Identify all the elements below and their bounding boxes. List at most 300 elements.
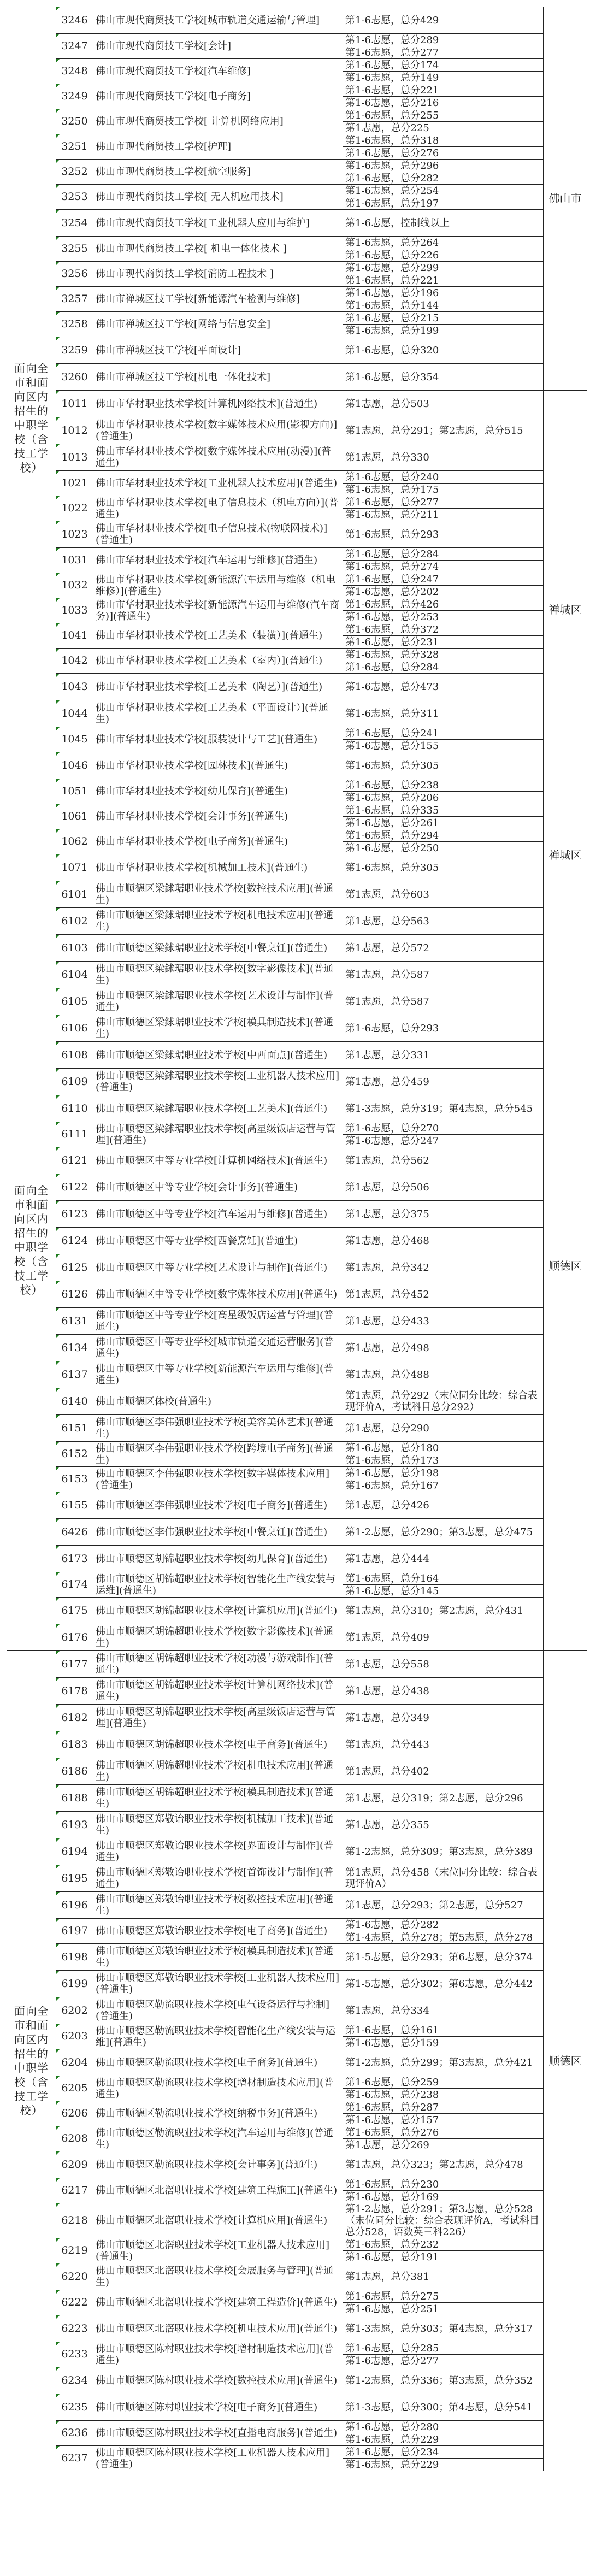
- cutoff-score-cell: 第1-6志愿，总分175: [343, 484, 544, 496]
- school-major-cell: 佛山市华材职业技术学校[工业机器人技术应用](普通生): [93, 471, 343, 496]
- school-major-cell: 佛山市华材职业技术学校[工艺美术（室内）](普通生): [93, 649, 343, 674]
- school-code-cell: 1042: [56, 649, 93, 674]
- school-major-cell: 佛山市顺德区北滘职业技术学校[建筑工程施工](普通生): [93, 2178, 343, 2203]
- table-row: [7, 444, 587, 471]
- cutoff-score-cell: 第1-6志愿，总分211: [343, 509, 544, 521]
- school-code-cell: 3249: [56, 84, 93, 109]
- school-major-cell: 佛山市顺德区中等专业学校[汽车运用与维修](普通生): [93, 1201, 343, 1228]
- cutoff-score-cell: 第1-6志愿，总分202: [343, 586, 544, 598]
- school-code-cell: 6220: [56, 2263, 93, 2290]
- table-row: [7, 1758, 587, 1785]
- school-major-cell: 佛山市顺德区勒流职业技术学校[增材制造技术应用](普通生): [93, 2076, 343, 2101]
- table-row: [7, 908, 587, 935]
- school-code-cell: 6140: [56, 1388, 93, 1415]
- school-major-cell: 佛山市顺德区李伟强职业技术学校[美容美体艺术](普通生): [93, 1415, 343, 1442]
- table-row: [7, 1069, 587, 1095]
- school-major-cell: 佛山市顺德区北滘职业技术学校[建筑工程造价](普通生): [93, 2290, 343, 2315]
- cutoff-score-cell: 第1志愿，总分488: [343, 1361, 544, 1388]
- school-code-cell: 6134: [56, 1335, 93, 1361]
- table-row: [7, 2446, 587, 2459]
- school-major-cell: 佛山市顺德区北滘职业技术学校[计算机应用](普通生): [93, 2203, 343, 2238]
- category-cell: 面向全市和面向区内招生的中职学校（含技工学校）: [7, 7, 56, 829]
- school-code-cell: 3257: [56, 287, 93, 312]
- school-code-cell: 6219: [56, 2238, 93, 2263]
- cutoff-score-cell: 第1志愿，总分603: [343, 881, 544, 908]
- table-row: [7, 2421, 587, 2433]
- cutoff-score-cell: 第1-6志愿，总分230: [343, 2178, 544, 2191]
- table-row: [7, 1492, 587, 1519]
- table-row: [7, 1838, 587, 1865]
- category-cell: 面向全市和面向区内招生的中职学校（含技工学校）: [7, 1651, 56, 2471]
- table-row: [7, 521, 587, 548]
- cutoff-score-cell: 第1-6志愿，总分196: [343, 287, 544, 299]
- table-row: [7, 548, 587, 561]
- table-row: [7, 2290, 587, 2303]
- cutoff-score-cell: 第1志愿，总分409: [343, 1624, 544, 1651]
- region-cell: 佛山市: [544, 7, 587, 391]
- table-row: [7, 854, 587, 881]
- school-code-cell: 6104: [56, 962, 93, 988]
- school-major-cell: 佛山市现代商贸技工学校[汽车维修]: [93, 59, 343, 84]
- table-row: [7, 881, 587, 908]
- table-row: [7, 1546, 587, 1572]
- school-code-cell: 6110: [56, 1095, 93, 1122]
- school-code-cell: 6237: [56, 2446, 93, 2471]
- cutoff-score-cell: 第1-6志愿，总分198: [343, 1467, 544, 1479]
- cutoff-score-cell: 第1-6志愿，总分240: [343, 471, 544, 484]
- table-row: [7, 1705, 587, 1731]
- cutoff-score-cell: 第1志愿，总分498: [343, 1335, 544, 1361]
- table-row: [7, 1812, 587, 1838]
- school-major-cell: 佛山市现代商贸技工学校[航空服务]: [93, 160, 343, 185]
- cutoff-score-cell: 第1志愿，总分444: [343, 1546, 544, 1572]
- school-code-cell: 1045: [56, 727, 93, 752]
- cutoff-score-cell: 第1-6志愿，总分247: [343, 573, 544, 586]
- cutoff-score-cell: 第1志愿，总分558: [343, 1651, 544, 1678]
- school-major-cell: 佛山市顺德区胡锦超职业技术学校[动漫与游戏制作](普通生): [93, 1651, 343, 1678]
- cutoff-score-cell: 第1-6志愿，总分251: [343, 2303, 544, 2315]
- table-row: [7, 727, 587, 740]
- cutoff-score-cell: 第1-6志愿，总分274: [343, 561, 544, 573]
- table-row: [7, 34, 587, 46]
- cutoff-score-cell: 第1志愿，总分225: [343, 122, 544, 134]
- cutoff-score-cell: 第1志愿，总分563: [343, 908, 544, 935]
- cutoff-score-cell: 第1-6志愿，总分221: [343, 84, 544, 97]
- table-row: [7, 1892, 587, 1919]
- table-row: [7, 779, 587, 792]
- table-row: [7, 1467, 587, 1479]
- school-major-cell: 佛山市顺德区勒流职业技术学校[智能化生产线安装与运维](普通生): [93, 2024, 343, 2049]
- table-row: [7, 134, 587, 147]
- cutoff-score-cell: 第1-6志愿，总分173: [343, 1454, 544, 1467]
- table-row: [7, 2342, 587, 2355]
- cutoff-score-cell: 第1-6志愿，总分277: [343, 46, 544, 59]
- cutoff-score-cell: 第1-6志愿，总分311: [343, 700, 544, 727]
- table-row: [7, 312, 587, 325]
- cutoff-score-cell: 第1志愿，总分402: [343, 1758, 544, 1785]
- table-row: [7, 674, 587, 700]
- cutoff-score-cell: 第1-6志愿，总分155: [343, 740, 544, 752]
- cutoff-score-cell: 第1志愿，总分291；第2志愿，总分515: [343, 417, 544, 444]
- school-code-cell: 1013: [56, 444, 93, 471]
- table-row: [7, 804, 587, 817]
- cutoff-score-cell: 第1-6志愿，总分226: [343, 249, 544, 262]
- table-row: [7, 598, 587, 611]
- cutoff-score-cell: 第1志愿，总分433: [343, 1308, 544, 1335]
- cutoff-score-cell: 第1志愿，总分355: [343, 1812, 544, 1838]
- school-code-cell: 6204: [56, 2049, 93, 2076]
- table-row: [7, 2076, 587, 2089]
- cutoff-score-cell: 第1-6志愿，总分238: [343, 2089, 544, 2101]
- school-code-cell: 6125: [56, 1254, 93, 1281]
- school-code-cell: 1012: [56, 417, 93, 444]
- school-major-cell: 佛山市顺德区梁銶琚职业技术学校[工业机器人技术应用](普通生): [93, 1069, 343, 1095]
- school-major-cell: 佛山市顺德区李伟强职业技术学校[跨境电子商务](普通生): [93, 1442, 343, 1467]
- cutoff-score-cell: 第1-6志愿，总分241: [343, 727, 544, 740]
- cutoff-score-cell: 第1-6志愿，总分261: [343, 817, 544, 829]
- table-row: [7, 1281, 587, 1308]
- school-code-cell: 3251: [56, 134, 93, 160]
- cutoff-score-cell: 第1-6志愿，总分294: [343, 829, 544, 842]
- table-row: [7, 1122, 587, 1135]
- cutoff-score-cell: 第1志愿，总分269: [343, 2139, 544, 2151]
- school-major-cell: 佛山市顺德区陈村职业技术学校[直播电商服务](普通生): [93, 2421, 343, 2446]
- school-major-cell: 佛山市现代商贸技工学校[城市轨道交通运输与管理]: [93, 7, 343, 34]
- cutoff-score-cell: 第1志愿，总分292（末位同分比较：综合表现评价A，考试科目总分292）: [343, 1388, 544, 1415]
- table-row: [7, 1042, 587, 1069]
- region-cell: 顺德区: [544, 1651, 587, 2471]
- school-code-cell: 3250: [56, 109, 93, 134]
- school-major-cell: 佛山市顺德区郑敬诒职业技术学校[机械加工技术](普通生): [93, 1812, 343, 1838]
- region-cell: 禅城区: [544, 829, 587, 881]
- table-row: [7, 2024, 587, 2037]
- school-code-cell: 6174: [56, 1572, 93, 1598]
- cutoff-score-cell: 第1志愿，总分468: [343, 1228, 544, 1254]
- school-major-cell: 佛山市顺德区梁銶琚职业技术学校[中西面点](普通生): [93, 1042, 343, 1069]
- cutoff-score-cell: 第1-6志愿，总分247: [343, 1135, 544, 1147]
- table-row: [7, 1865, 587, 1892]
- school-code-cell: 3254: [56, 210, 93, 237]
- cutoff-score-cell: 第1志愿，总分587: [343, 988, 544, 1015]
- cutoff-score-cell: 第1志愿，总分375: [343, 1201, 544, 1228]
- school-code-cell: 6426: [56, 1519, 93, 1546]
- table-row: [7, 1147, 587, 1174]
- cutoff-score-cell: 第1-6志愿，总分149: [343, 72, 544, 84]
- cutoff-score-cell: 第1-6志愿，总分234: [343, 2446, 544, 2459]
- cutoff-score-cell: 第1志愿，总分290: [343, 1415, 544, 1442]
- school-code-cell: 6109: [56, 1069, 93, 1095]
- cutoff-score-cell: 第1-6志愿，总分216: [343, 97, 544, 109]
- school-major-cell: 佛山市顺德区梁銶琚职业技术学校[艺术设计与制作](普通生): [93, 988, 343, 1015]
- table-row: [7, 1361, 587, 1388]
- cutoff-score-cell: 第1-6志愿，总分264: [343, 237, 544, 249]
- school-code-cell: 6106: [56, 1015, 93, 1042]
- school-code-cell: 6177: [56, 1651, 93, 1678]
- cutoff-score-cell: 第1-6志愿，总分426: [343, 598, 544, 611]
- cutoff-score-cell: 第1-2志愿，总分336；第3志愿，总分352: [343, 2367, 544, 2394]
- table-row: [7, 2367, 587, 2394]
- cutoff-score-cell: 第1-3志愿，总分303；第4志愿，总分317: [343, 2315, 544, 2342]
- school-code-cell: 3258: [56, 312, 93, 337]
- school-code-cell: 6206: [56, 2101, 93, 2126]
- table-row: [7, 2178, 587, 2191]
- cutoff-score-cell: 第1-6志愿，总分270: [343, 1122, 544, 1135]
- table-row: [7, 1944, 587, 1971]
- table-row: [7, 2151, 587, 2178]
- table-row: [7, 988, 587, 1015]
- school-code-cell: 6122: [56, 1174, 93, 1201]
- table-row: [7, 573, 587, 586]
- school-code-cell: 1062: [56, 829, 93, 854]
- cutoff-score-cell: 第1志愿，总分572: [343, 935, 544, 962]
- school-code-cell: 6195: [56, 1865, 93, 1892]
- school-major-cell: 佛山市顺德区陈村职业技术学校[数控技术应用](普通生): [93, 2367, 343, 2394]
- school-major-cell: 佛山市顺德区胡锦超职业技术学校[智能化生产线安装与运维](普通生): [93, 1572, 343, 1598]
- cutoff-score-cell: 第1-6志愿，总分191: [343, 2251, 544, 2263]
- table-row: [7, 1785, 587, 1812]
- table-row: [7, 471, 587, 484]
- school-major-cell: 佛山市华材职业技术学校[数字媒体技术应用(影视方向)](普通生): [93, 417, 343, 444]
- cutoff-score-cell: 第1-6志愿，总分372: [343, 623, 544, 636]
- table-row: [7, 262, 587, 274]
- school-code-cell: 1051: [56, 779, 93, 804]
- cutoff-score-cell: 第1-6志愿，总分429: [343, 7, 544, 34]
- school-major-cell: 佛山市华材职业技术学校[电子商务](普通生): [93, 829, 343, 854]
- admission-score-table: [7, 7, 587, 2471]
- school-major-cell: 佛山市顺德区胡锦超职业技术学校[数字影像技术](普通生): [93, 1624, 343, 1651]
- school-major-cell: 佛山市顺德区北滘职业技术学校[工业机器人技术应用](普通生): [93, 2238, 343, 2263]
- table-row: [7, 417, 587, 444]
- school-code-cell: 6233: [56, 2342, 93, 2367]
- table-row: [7, 185, 587, 197]
- school-major-cell: 佛山市顺德区体校(普通生): [93, 1388, 343, 1415]
- cutoff-score-cell: 第1-6志愿，总分276: [343, 147, 544, 160]
- cutoff-score-cell: 第1志愿，总分331: [343, 1042, 544, 1069]
- table-row: [7, 1678, 587, 1705]
- school-major-cell: 佛山市顺德区郑敬诒职业技术学校[工业机器人技术应用](普通生): [93, 1971, 343, 1997]
- table-row: [7, 700, 587, 727]
- cutoff-score-cell: 第1志愿，总分342: [343, 1254, 544, 1281]
- school-code-cell: 6197: [56, 1919, 93, 1944]
- table-row: [7, 84, 587, 97]
- school-major-cell: 佛山市顺德区中等专业学校[高星级饭店运营与管理](普通生): [93, 1308, 343, 1335]
- cutoff-score-cell: 第1志愿，总分323；第2志愿，总分478: [343, 2151, 544, 2178]
- school-major-cell: 佛山市顺德区梁銶琚职业技术学校[模具制造技术](普通生): [93, 1015, 343, 1042]
- cutoff-score-cell: 第1-6志愿，总分282: [343, 172, 544, 185]
- school-major-cell: 佛山市顺德区胡锦超职业技术学校[计算机网络技术](普通生): [93, 1678, 343, 1705]
- cutoff-score-cell: 第1-6志愿，总分206: [343, 792, 544, 804]
- school-major-cell: 佛山市华材职业技术学校[机械加工技术](普通生): [93, 854, 343, 881]
- cutoff-score-cell: 第1-3志愿，总分319；第4志愿，总分545: [343, 1095, 544, 1122]
- cutoff-score-cell: 第1-6志愿，总分197: [343, 197, 544, 210]
- school-major-cell: 佛山市顺德区中等专业学校[计算机网络技术](普通生): [93, 1147, 343, 1174]
- cutoff-score-cell: 第1-6志愿，总分305: [343, 854, 544, 881]
- table-row: [7, 1572, 587, 1585]
- school-code-cell: 3255: [56, 237, 93, 262]
- cutoff-score-cell: 第1-6志愿，总分169: [343, 2191, 544, 2203]
- school-code-cell: 6123: [56, 1201, 93, 1228]
- table-row: [7, 2101, 587, 2114]
- table-row: [7, 1971, 587, 1997]
- school-major-cell: 佛山市顺德区李伟强职业技术学校[数字媒体技术应用](普通生): [93, 1467, 343, 1492]
- cutoff-score-cell: 第1志愿，总分562: [343, 1147, 544, 1174]
- table-row: [7, 1254, 587, 1281]
- school-major-cell: 佛山市华材职业技术学校[汽车运用与维修](普通生): [93, 548, 343, 573]
- school-major-cell: 佛山市顺德区陈村职业技术学校[工业机器人技术应用](普通生): [93, 2446, 343, 2471]
- school-code-cell: 6209: [56, 2151, 93, 2178]
- school-code-cell: 1033: [56, 598, 93, 623]
- school-major-cell: 佛山市禅城区技工学校[机电一体化技术]: [93, 364, 343, 391]
- table-row: [7, 1442, 587, 1454]
- school-major-cell: 佛山市顺德区中等专业学校[艺术设计与制作](普通生): [93, 1254, 343, 1281]
- school-major-cell: 佛山市顺德区郑敬诒职业技术学校[模具制造技术](普通生): [93, 1944, 343, 1971]
- school-code-cell: 6111: [56, 1122, 93, 1147]
- table-row: [7, 237, 587, 249]
- cutoff-score-cell: 第1-6志愿，总分277: [343, 496, 544, 509]
- school-code-cell: 3260: [56, 364, 93, 391]
- cutoff-score-cell: 第1-6志愿，总分280: [343, 2421, 544, 2433]
- table-row: [7, 1015, 587, 1042]
- cutoff-score-cell: 第1-2志愿，总分309；第3志愿，总分389: [343, 1838, 544, 1865]
- school-code-cell: 6131: [56, 1308, 93, 1335]
- table-row: [7, 2238, 587, 2251]
- school-major-cell: 佛山市顺德区李伟强职业技术学校[电子商务](普通生): [93, 1492, 343, 1519]
- school-code-cell: 1043: [56, 674, 93, 700]
- table-row: [7, 2263, 587, 2290]
- table-row: [7, 1598, 587, 1624]
- cutoff-score-cell: 第1-6志愿，总分215: [343, 312, 544, 325]
- cutoff-score-cell: 第1-6志愿，总分473: [343, 674, 544, 700]
- cutoff-score-cell: 第1志愿，总分381: [343, 2263, 544, 2290]
- school-code-cell: 6126: [56, 1281, 93, 1308]
- school-code-cell: 6234: [56, 2367, 93, 2394]
- table-row: [7, 2315, 587, 2342]
- school-major-cell: 佛山市顺德区梁銶琚职业技术学校[高星级饭店运营与管理](普通生): [93, 1122, 343, 1147]
- cutoff-score-cell: 第1-6志愿，总分161: [343, 2024, 544, 2037]
- cutoff-score-cell: 第1-6志愿，总分254: [343, 185, 544, 197]
- school-major-cell: 佛山市华材职业技术学校[工艺美术（装潢）](普通生): [93, 623, 343, 649]
- cutoff-score-cell: 第1-6志愿，总分289: [343, 34, 544, 46]
- school-code-cell: 6199: [56, 1971, 93, 1997]
- school-code-cell: 6151: [56, 1415, 93, 1442]
- school-major-cell: 佛山市现代商贸技工学校[会计]: [93, 34, 343, 59]
- school-major-cell: 佛山市华材职业技术学校[电子信息技术(物联网技术)](普通生): [93, 521, 343, 548]
- region-cell: 顺德区: [544, 881, 587, 1651]
- cutoff-score-cell: 第1-6志愿，总分199: [343, 325, 544, 337]
- school-major-cell: 佛山市顺德区陈村职业技术学校[增材制造技术应用](普通生): [93, 2342, 343, 2367]
- school-major-cell: 佛山市现代商贸技工学校[消防工程技术 ]: [93, 262, 343, 287]
- cutoff-score-cell: 第1-6志愿，总分287: [343, 2101, 544, 2114]
- school-code-cell: 3247: [56, 34, 93, 59]
- school-major-cell: 佛山市现代商贸技工学校[工业机器人应用与维护]: [93, 210, 343, 237]
- cutoff-score-cell: 第1-6志愿，总分285: [343, 2342, 544, 2355]
- cutoff-score-cell: 第1志愿，总分319；第2志愿，总分296: [343, 1785, 544, 1812]
- table-row: [7, 1731, 587, 1758]
- school-code-cell: 1031: [56, 548, 93, 573]
- school-code-cell: 3246: [56, 7, 93, 34]
- table-row: [7, 59, 587, 72]
- school-major-cell: 佛山市顺德区勒流职业技术学校[纳税事务](普通生): [93, 2101, 343, 2126]
- school-major-cell: 佛山市顺德区胡锦超职业技术学校[计算机应用](普通生): [93, 1598, 343, 1624]
- school-code-cell: 6205: [56, 2076, 93, 2101]
- cutoff-score-cell: 第1-6志愿，总分284: [343, 661, 544, 674]
- cutoff-score-cell: 第1-6志愿，总分318: [343, 134, 544, 147]
- school-code-cell: 1021: [56, 471, 93, 496]
- cutoff-score-cell: 第1-6志愿，总分320: [343, 337, 544, 364]
- cutoff-score-cell: 第1志愿，总分587: [343, 962, 544, 988]
- school-major-cell: 佛山市顺德区北滘职业技术学校[机电技术应用](普通生): [93, 2315, 343, 2342]
- cutoff-score-cell: 第1-6志愿，总分231: [343, 636, 544, 649]
- school-code-cell: 1071: [56, 854, 93, 881]
- school-code-cell: 6152: [56, 1442, 93, 1467]
- cutoff-score-cell: 第1-6志愿，总分255: [343, 109, 544, 122]
- table-row: [7, 160, 587, 172]
- school-code-cell: 3259: [56, 337, 93, 364]
- school-major-cell: 佛山市华材职业技术学校[服装设计与工艺](普通生): [93, 727, 343, 752]
- school-major-cell: 佛山市现代商贸技工学校[ 无人机应用技术]: [93, 185, 343, 210]
- school-major-cell: 佛山市现代商贸技工学校[电子商务]: [93, 84, 343, 109]
- school-code-cell: 6218: [56, 2203, 93, 2238]
- table-row: [7, 1095, 587, 1122]
- table-row: [7, 391, 587, 417]
- school-code-cell: 6105: [56, 988, 93, 1015]
- cutoff-score-cell: 第1-6志愿，总分328: [343, 649, 544, 661]
- table-row: [7, 210, 587, 237]
- school-major-cell: 佛山市华材职业技术学校[会计事务](普通生): [93, 804, 343, 829]
- school-code-cell: 6121: [56, 1147, 93, 1174]
- school-major-cell: 佛山市顺德区北滘职业技术学校[会展服务与管理](普通生): [93, 2263, 343, 2290]
- table-row: [7, 2049, 587, 2076]
- cutoff-score-cell: 第1志愿，总分310；第2志愿，总分431: [343, 1598, 544, 1624]
- school-code-cell: 1032: [56, 573, 93, 598]
- school-major-cell: 佛山市顺德区梁銶琚职业技术学校[数控技术应用](普通生): [93, 881, 343, 908]
- cutoff-score-cell: 第1-2志愿，总分299；第3志愿，总分421: [343, 2049, 544, 2076]
- table-row: [7, 337, 587, 364]
- cutoff-score-cell: 第1-6志愿，总分159: [343, 2037, 544, 2049]
- school-code-cell: 6108: [56, 1042, 93, 1069]
- cutoff-score-cell: 第1-6志愿，总分229: [343, 2459, 544, 2471]
- school-major-cell: 佛山市华材职业技术学校[工艺美术（平面设计）](普通生): [93, 700, 343, 727]
- school-code-cell: 6137: [56, 1361, 93, 1388]
- cutoff-score-cell: 第1-6志愿，总分221: [343, 274, 544, 287]
- table-row: [7, 1174, 587, 1201]
- school-major-cell: 佛山市顺德区胡锦超职业技术学校[幼儿保育](普通生): [93, 1546, 343, 1572]
- school-major-cell: 佛山市禅城区技工学校[新能源汽车检测与维修]: [93, 287, 343, 312]
- school-major-cell: 佛山市顺德区勒流职业技术学校[电气设备运行与控制](普通生): [93, 1997, 343, 2024]
- table-row: [7, 496, 587, 509]
- cutoff-score-cell: 第1-3志愿，总分300；第4志愿，总分541: [343, 2394, 544, 2421]
- region-cell: 禅城区: [544, 391, 587, 829]
- cutoff-score-cell: 第1-6志愿，总分354: [343, 364, 544, 391]
- school-code-cell: 6235: [56, 2394, 93, 2421]
- cutoff-score-cell: 第1-6志愿，总分250: [343, 842, 544, 854]
- table-row: [7, 1201, 587, 1228]
- school-code-cell: 6153: [56, 1467, 93, 1492]
- school-code-cell: 1041: [56, 623, 93, 649]
- school-code-cell: 6155: [56, 1492, 93, 1519]
- school-code-cell: 6222: [56, 2290, 93, 2315]
- table-row: [7, 1624, 587, 1651]
- school-code-cell: 6178: [56, 1678, 93, 1705]
- school-code-cell: 6193: [56, 1812, 93, 1838]
- cutoff-score-cell: 第1志愿，总分293；第2志愿，总分527: [343, 1892, 544, 1919]
- school-code-cell: 6124: [56, 1228, 93, 1254]
- cutoff-score-cell: 第1-6志愿，总分238: [343, 779, 544, 792]
- school-major-cell: 佛山市顺德区梁銶琚职业技术学校[数字影像技术](普通生): [93, 962, 343, 988]
- cutoff-score-cell: 第1-6志愿，总分299: [343, 262, 544, 274]
- school-major-cell: 佛山市顺德区中等专业学校[会计事务](普通生): [93, 1174, 343, 1201]
- school-major-cell: 佛山市华材职业技术学校[新能源汽车运用与维修(汽车商务)](普通生): [93, 598, 343, 623]
